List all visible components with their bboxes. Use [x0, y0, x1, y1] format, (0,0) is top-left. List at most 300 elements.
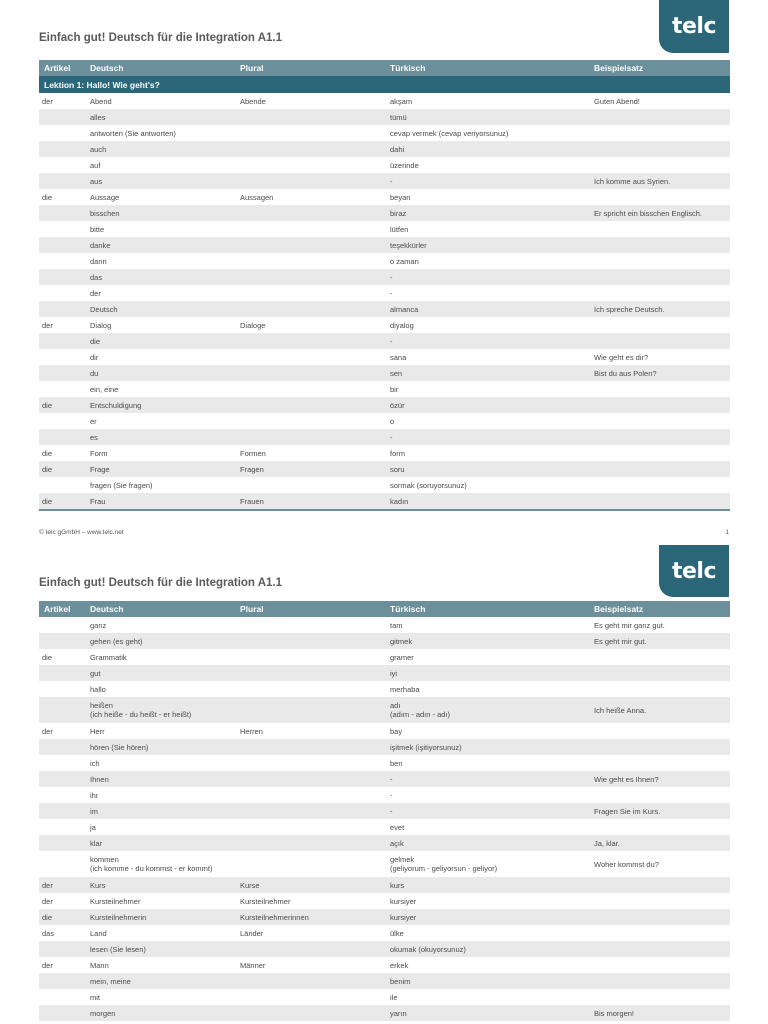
- cell-beispielsatz: [591, 353, 730, 362]
- cell-tuerkisch: [387, 791, 591, 800]
- cell-deutsch: [87, 961, 237, 970]
- table-row: [39, 413, 730, 429]
- cell-deutsch-text: ja: [90, 822, 96, 832]
- table-row: [39, 461, 730, 477]
- cell-plural: [237, 321, 387, 330]
- cell-tuerkisch-text: -: [390, 272, 393, 282]
- cell-tuerkisch-text: akşam: [390, 96, 413, 106]
- table-row: [39, 665, 730, 681]
- cell-tuerkisch: [387, 401, 591, 410]
- cell-artikel-text: die: [42, 496, 53, 506]
- cell-tuerkisch-text: kursiyer: [390, 912, 417, 922]
- cell-deutsch-text: es: [90, 432, 98, 442]
- cell-tuerkisch: [387, 653, 591, 662]
- table-row: [39, 269, 730, 285]
- cell-tuerkisch-text: özür: [390, 400, 405, 410]
- cell-beispielsatz: [591, 621, 730, 630]
- cell-tuerkisch: [387, 823, 591, 832]
- cell-tuerkisch: [387, 97, 591, 106]
- cell-deutsch: [87, 993, 237, 1002]
- cell-deutsch: [87, 913, 237, 922]
- cell-tuerkisch: [387, 193, 591, 202]
- cell-beispielsatz-text: Woher kommst du?: [594, 859, 659, 869]
- table-row: [39, 333, 730, 349]
- cell-artikel: [39, 881, 87, 890]
- cell-tuerkisch: [387, 775, 591, 784]
- column-header-beispielsatz: Beispielsatz: [594, 62, 644, 73]
- cell-artikel: [39, 727, 87, 736]
- table-row: [39, 649, 730, 665]
- cell-plural-text: Länder: [240, 928, 264, 938]
- cell-deutsch: [87, 807, 237, 816]
- cell-deutsch: [87, 823, 237, 832]
- cell-deutsch: [87, 621, 237, 630]
- cell-artikel-text: die: [42, 400, 53, 410]
- cell-tuerkisch: [387, 621, 591, 630]
- cell-deutsch: [87, 273, 237, 282]
- cell-tuerkisch-text: okumak (okuyorsunuz): [390, 944, 466, 954]
- cell-tuerkisch-text: form: [390, 448, 405, 458]
- cell-artikel-text: das: [42, 928, 55, 938]
- cell-plural: [237, 897, 387, 906]
- cell-tuerkisch: [387, 945, 591, 954]
- table-row: [39, 381, 730, 397]
- cell-tuerkisch: [387, 273, 591, 282]
- cell-deutsch: [87, 653, 237, 662]
- cell-deutsch-text: auch: [90, 144, 107, 154]
- table-row: [39, 301, 730, 317]
- cell-deutsch: [87, 145, 237, 154]
- cell-beispielsatz-text: Guten Abend!: [594, 96, 640, 106]
- cell-plural-text: Herren: [240, 726, 263, 736]
- cell-deutsch-text: Frage: [90, 464, 110, 474]
- cell-plural: [237, 449, 387, 458]
- table-row: [39, 957, 730, 973]
- cell-tuerkisch: [387, 369, 591, 378]
- table-row: [39, 877, 730, 893]
- cell-tuerkisch: [387, 177, 591, 186]
- cell-deutsch-text: mit: [90, 992, 100, 1002]
- cell-tuerkisch-text: adı: [390, 701, 401, 710]
- cell-tuerkisch-text: kursiyer: [390, 896, 417, 906]
- table-body: [39, 93, 730, 509]
- cell-deutsch: [87, 353, 237, 362]
- cell-deutsch: [87, 289, 237, 298]
- cell-deutsch: [87, 193, 237, 202]
- table-row: [39, 973, 730, 989]
- cell-artikel-text: die: [42, 464, 53, 474]
- cell-tuerkisch-text: bir: [390, 384, 399, 394]
- cell-tuerkisch: [387, 321, 591, 330]
- cell-plural: [237, 465, 387, 474]
- cell-deutsch-text: er: [90, 416, 97, 426]
- cell-deutsch-text: Aussage: [90, 192, 120, 202]
- cell-tuerkisch: [387, 145, 591, 154]
- table-row: [39, 771, 730, 787]
- table-row: [39, 819, 730, 835]
- table-row: [39, 493, 730, 509]
- cell-plural-text: Kurse: [240, 880, 260, 890]
- telc-logo: telc: [659, 0, 729, 53]
- table-row: [39, 739, 730, 755]
- table-row: [39, 925, 730, 941]
- cell-deutsch-text: Dialog: [90, 320, 112, 330]
- table-row: [39, 851, 730, 877]
- cell-deutsch: [87, 337, 237, 346]
- cell-plural: [237, 913, 387, 922]
- cell-deutsch-text: auf: [90, 160, 101, 170]
- cell-tuerkisch: [387, 289, 591, 298]
- cell-tuerkisch-text: tam: [390, 620, 403, 630]
- column-header-plural: Plural: [240, 62, 264, 73]
- cell-beispielsatz: [591, 839, 730, 848]
- cell-tuerkisch-text: bay: [390, 726, 403, 736]
- cell-tuerkisch: [387, 225, 591, 234]
- cell-beispielsatz-text: Fragen Sie im Kurs.: [594, 806, 661, 816]
- cell-deutsch-text-line2: (ich komme - du kommst - er kommt): [90, 864, 213, 873]
- table-body: [39, 617, 730, 1021]
- cell-beispielsatz: [591, 97, 730, 106]
- cell-deutsch-text: Ihnen: [90, 774, 109, 784]
- table-row: [39, 93, 730, 109]
- cell-tuerkisch: [387, 685, 591, 694]
- cell-tuerkisch-text: -: [390, 432, 393, 442]
- cell-deutsch-text: lesen (Sie lesen): [90, 944, 146, 954]
- table-row: [39, 803, 730, 819]
- cell-deutsch: [87, 433, 237, 442]
- footer-page-number: 1: [725, 529, 729, 536]
- cell-beispielsatz-text: Ich komme aus Syrien.: [594, 176, 671, 186]
- cell-beispielsatz-text: Bist du aus Polen?: [594, 368, 657, 378]
- cell-deutsch-text: Form: [90, 448, 108, 458]
- cell-beispielsatz-text: Ich heiße Anna.: [594, 705, 647, 715]
- cell-deutsch-text: hallo: [90, 684, 106, 694]
- table-row: [39, 477, 730, 493]
- table-row: [39, 755, 730, 771]
- cell-deutsch: [87, 225, 237, 234]
- cell-deutsch-text: heißen: [90, 701, 113, 710]
- cell-tuerkisch: [387, 961, 591, 970]
- cell-deutsch-text: Kursteilnehmer: [90, 896, 141, 906]
- cell-plural: [237, 929, 387, 938]
- cell-tuerkisch: [387, 209, 591, 218]
- cell-artikel-text: die: [42, 912, 53, 922]
- cell-tuerkisch: [387, 855, 591, 873]
- column-header-artikel: Artikel: [44, 603, 71, 614]
- cell-tuerkisch: [387, 993, 591, 1002]
- column-header-beispielsatz: Beispielsatz: [594, 603, 644, 614]
- cell-deutsch-text: ich: [90, 758, 100, 768]
- cell-plural: [237, 881, 387, 890]
- cell-deutsch-text: danke: [90, 240, 111, 250]
- cell-deutsch-text: das: [90, 272, 103, 282]
- cell-artikel-text: die: [42, 448, 53, 458]
- cell-tuerkisch-text: gramer: [390, 652, 414, 662]
- cell-tuerkisch-text: iyi: [390, 668, 398, 678]
- cell-tuerkisch-text: o: [390, 416, 395, 426]
- cell-tuerkisch-text: -: [390, 790, 393, 800]
- cell-tuerkisch-text: merhaba: [390, 684, 420, 694]
- cell-tuerkisch: [387, 881, 591, 890]
- cell-tuerkisch-text: tümü: [390, 112, 407, 122]
- table-row: [39, 681, 730, 697]
- cell-tuerkisch: [387, 637, 591, 646]
- cell-beispielsatz-text: Er spricht ein bisschen Englisch.: [594, 208, 702, 218]
- footer-copyright: © telc gGmbH – www.telc.net: [39, 529, 124, 536]
- table-row: [39, 173, 730, 189]
- cell-tuerkisch-text: kurs: [390, 880, 405, 890]
- cell-tuerkisch: [387, 743, 591, 752]
- cell-plural-text: Frauen: [240, 496, 264, 506]
- cell-deutsch: [87, 401, 237, 410]
- cell-deutsch-text: antworten (Sie antworten): [90, 128, 176, 138]
- cell-tuerkisch-text-line2: (adım - adın - adı): [390, 710, 451, 719]
- table-end-line: [39, 509, 730, 511]
- cell-deutsch: [87, 637, 237, 646]
- cell-deutsch-text: die: [90, 336, 101, 346]
- cell-beispielsatz: [591, 177, 730, 186]
- cell-beispielsatz-text: Es geht mir gut.: [594, 636, 647, 646]
- cell-artikel: [39, 97, 87, 106]
- cell-deutsch: [87, 1009, 237, 1018]
- cell-deutsch-text: aus: [90, 176, 103, 186]
- cell-tuerkisch-text: sen: [390, 368, 403, 378]
- cell-deutsch-text: mein, meine: [90, 976, 131, 986]
- table-row: [39, 205, 730, 221]
- cell-beispielsatz-text: Ich spreche Deutsch.: [594, 304, 665, 314]
- table-header: [39, 60, 730, 76]
- cell-artikel: [39, 913, 87, 922]
- cell-deutsch-text: Entschuldigung: [90, 400, 142, 410]
- table-row: [39, 989, 730, 1005]
- table-row: [39, 1005, 730, 1021]
- cell-deutsch: [87, 209, 237, 218]
- cell-deutsch: [87, 113, 237, 122]
- cell-tuerkisch: [387, 1009, 591, 1018]
- cell-beispielsatz-text: Wie geht es dir?: [594, 352, 649, 362]
- cell-deutsch: [87, 129, 237, 138]
- table-row: [39, 285, 730, 301]
- cell-tuerkisch: [387, 727, 591, 736]
- cell-tuerkisch-text: almanca: [390, 304, 419, 314]
- cell-tuerkisch-text: dahi: [390, 144, 405, 154]
- cell-plural-text: Männer: [240, 960, 266, 970]
- table-row: [39, 835, 730, 851]
- cell-deutsch-text: gehen (es geht): [90, 636, 143, 646]
- cell-beispielsatz: [591, 1009, 730, 1018]
- vocabulary-table: [39, 601, 730, 1021]
- cell-artikel: [39, 653, 87, 662]
- document-title: Einfach gut! Deutsch für die Integration A1.1: [39, 577, 283, 589]
- table-row: [39, 109, 730, 125]
- cell-deutsch: [87, 743, 237, 752]
- cell-tuerkisch: [387, 839, 591, 848]
- cell-deutsch: [87, 177, 237, 186]
- table-row: [39, 141, 730, 157]
- cell-deutsch: [87, 775, 237, 784]
- cell-plural-text: Formen: [240, 448, 266, 458]
- cell-tuerkisch: [387, 433, 591, 442]
- cell-deutsch: [87, 481, 237, 490]
- cell-artikel: [39, 929, 87, 938]
- cell-beispielsatz: [591, 369, 730, 378]
- table-row: [39, 157, 730, 173]
- cell-deutsch-text: Grammatik: [90, 652, 127, 662]
- lesson-title: Lektion 1: Hallo! Wie geht's?: [39, 76, 730, 93]
- cell-tuerkisch: [387, 913, 591, 922]
- table-row: [39, 189, 730, 205]
- cell-deutsch: [87, 929, 237, 938]
- cell-tuerkisch: [387, 929, 591, 938]
- cell-deutsch: [87, 497, 237, 506]
- cell-deutsch: [87, 759, 237, 768]
- cell-tuerkisch-text: -: [390, 288, 393, 298]
- cell-artikel: [39, 193, 87, 202]
- table-header: [39, 601, 730, 617]
- cell-deutsch: [87, 727, 237, 736]
- cell-deutsch-text: Herr: [90, 726, 105, 736]
- cell-tuerkisch-text: sana: [390, 352, 407, 362]
- cell-tuerkisch-text: -: [390, 806, 393, 816]
- cell-plural-text: Fragen: [240, 464, 264, 474]
- cell-deutsch-text: Frau: [90, 496, 106, 506]
- cell-tuerkisch: [387, 337, 591, 346]
- table-row: [39, 237, 730, 253]
- cell-artikel: [39, 449, 87, 458]
- column-header-deutsch: Deutsch: [90, 62, 124, 73]
- table-row: [39, 365, 730, 381]
- cell-artikel: [39, 497, 87, 506]
- cell-plural: [237, 193, 387, 202]
- cell-tuerkisch-text: sormak (soruyorsunuz): [390, 480, 467, 490]
- cell-deutsch-text-line2: (ich heiße - du heißt - er heißt): [90, 710, 192, 719]
- cell-tuerkisch-text-line2: (geliyorum - geliyorsun - geliyor): [390, 864, 498, 873]
- cell-artikel: [39, 465, 87, 474]
- cell-artikel-text: die: [42, 652, 53, 662]
- table-row: [39, 893, 730, 909]
- cell-artikel-text: der: [42, 896, 53, 906]
- cell-tuerkisch: [387, 465, 591, 474]
- cell-beispielsatz: [591, 807, 730, 816]
- cell-tuerkisch-text: açık: [390, 838, 404, 848]
- cell-tuerkisch: [387, 897, 591, 906]
- cell-artikel: [39, 961, 87, 970]
- cell-deutsch: [87, 321, 237, 330]
- cell-beispielsatz-text: Wie geht es Ihnen?: [594, 774, 659, 784]
- column-header-tuerkisch: Türkisch: [390, 62, 426, 73]
- cell-plural: [237, 961, 387, 970]
- table-row: [39, 723, 730, 739]
- cell-deutsch: [87, 241, 237, 250]
- column-header-deutsch: Deutsch: [90, 603, 124, 614]
- table-row: [39, 349, 730, 365]
- cell-beispielsatz: [591, 637, 730, 646]
- cell-tuerkisch: [387, 161, 591, 170]
- cell-deutsch-text: dir: [90, 352, 99, 362]
- cell-deutsch-text: alles: [90, 112, 106, 122]
- cell-deutsch-text: morgen: [90, 1008, 116, 1018]
- table-row: [39, 253, 730, 269]
- table-row: [39, 617, 730, 633]
- table-row: [39, 445, 730, 461]
- page-2: [0, 543, 768, 1024]
- cell-beispielsatz: [591, 209, 730, 218]
- cell-deutsch-text: bisschen: [90, 208, 120, 218]
- cell-tuerkisch-text: işitmek (işitiyorsunuz): [390, 742, 462, 752]
- cell-deutsch-text: fragen (Sie fragen): [90, 480, 153, 490]
- cell-tuerkisch: [387, 807, 591, 816]
- cell-tuerkisch: [387, 129, 591, 138]
- cell-beispielsatz: [591, 706, 730, 715]
- cell-beispielsatz-text: Bis morgen!: [594, 1008, 635, 1018]
- cell-tuerkisch-text: teşekkürler: [390, 240, 427, 250]
- cell-deutsch-text: Abend: [90, 96, 112, 106]
- cell-deutsch-text: Deutsch: [90, 304, 118, 314]
- cell-tuerkisch-text: soru: [390, 464, 405, 474]
- cell-tuerkisch: [387, 977, 591, 986]
- telc-logo: telc: [659, 545, 729, 597]
- cell-deutsch-text: bitte: [90, 224, 105, 234]
- cell-tuerkisch-text: cevap vermek (cevap veriyorsunuz): [390, 128, 509, 138]
- table-row: [39, 633, 730, 649]
- table-row: [39, 697, 730, 723]
- cell-deutsch: [87, 417, 237, 426]
- cell-deutsch: [87, 385, 237, 394]
- cell-deutsch: [87, 945, 237, 954]
- cell-plural-text: Kursteilnehmerinnen: [240, 912, 309, 922]
- cell-deutsch: [87, 669, 237, 678]
- cell-tuerkisch-text: ülke: [390, 928, 404, 938]
- cell-deutsch-text: hören (Sie hören): [90, 742, 149, 752]
- column-header-artikel: Artikel: [44, 62, 71, 73]
- cell-tuerkisch: [387, 417, 591, 426]
- cell-tuerkisch: [387, 701, 591, 719]
- table-row: [39, 221, 730, 237]
- vocabulary-table: [39, 60, 730, 511]
- table-row: [39, 941, 730, 957]
- cell-tuerkisch: [387, 353, 591, 362]
- cell-artikel: [39, 401, 87, 410]
- cell-deutsch-text: Kurs: [90, 880, 106, 890]
- cell-plural: [237, 727, 387, 736]
- cell-artikel-text: der: [42, 880, 53, 890]
- table-row: [39, 787, 730, 803]
- cell-deutsch: [87, 855, 237, 873]
- table-row: [39, 317, 730, 333]
- cell-deutsch: [87, 161, 237, 170]
- cell-deutsch-text: ganz: [90, 620, 107, 630]
- cell-deutsch-text: klar: [90, 838, 103, 848]
- cell-artikel-text: der: [42, 960, 53, 970]
- cell-tuerkisch: [387, 257, 591, 266]
- column-header-tuerkisch: Türkisch: [390, 603, 426, 614]
- cell-deutsch: [87, 881, 237, 890]
- cell-deutsch-text: ihr: [90, 790, 99, 800]
- cell-deutsch: [87, 839, 237, 848]
- cell-artikel-text: die: [42, 192, 53, 202]
- cell-artikel: [39, 897, 87, 906]
- cell-deutsch: [87, 791, 237, 800]
- cell-deutsch: [87, 465, 237, 474]
- cell-artikel-text: der: [42, 320, 53, 330]
- cell-tuerkisch-text: üzerinde: [390, 160, 419, 170]
- cell-tuerkisch-text: o zaman: [390, 256, 419, 266]
- cell-deutsch-text: dann: [90, 256, 107, 266]
- cell-tuerkisch-text: erkek: [390, 960, 409, 970]
- cell-beispielsatz: [591, 775, 730, 784]
- cell-deutsch-text: ein, eine: [90, 384, 119, 394]
- cell-deutsch-text: Mann: [90, 960, 109, 970]
